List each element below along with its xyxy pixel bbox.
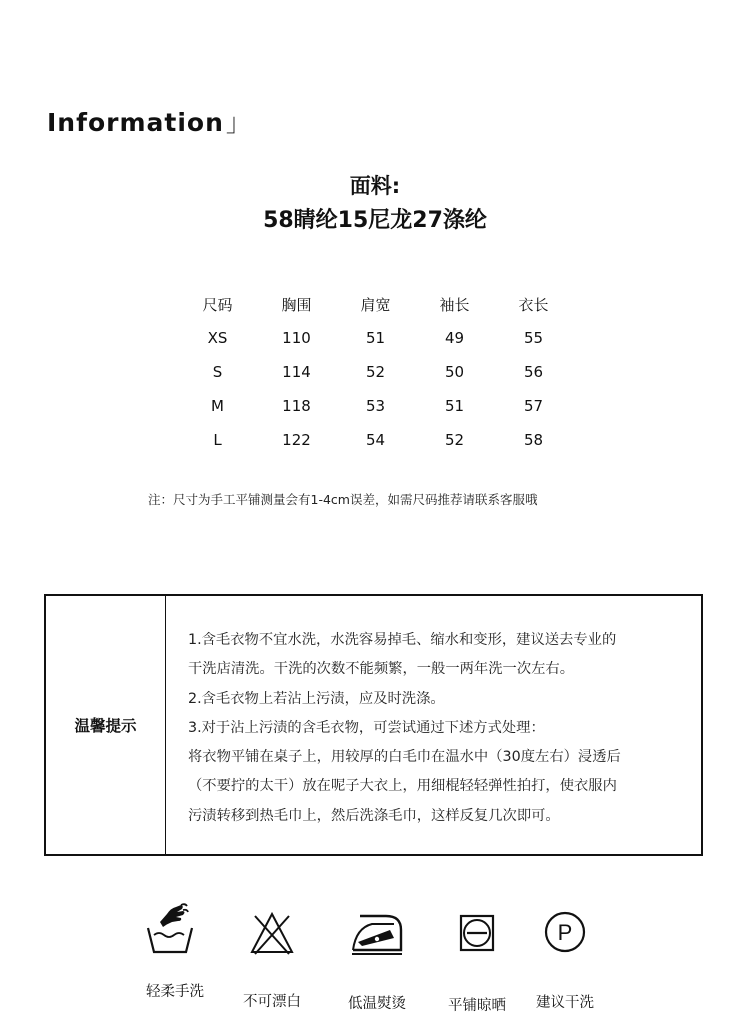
care-label: 低温熨烫 <box>348 996 406 1012</box>
header-length: 衣长 <box>518 295 549 314</box>
size-table-header-row <box>178 287 573 321</box>
dry-clean-symbol: P <box>557 920 573 945</box>
dry-clean-icon <box>544 911 586 953</box>
hand-wash-icon <box>145 900 195 956</box>
table-cell: XS <box>207 329 228 347</box>
title-bracket: 」 <box>225 108 252 137</box>
table-cell: 118 <box>282 397 311 415</box>
table-row <box>178 423 573 457</box>
size-table <box>178 287 573 457</box>
care-item-hand-wash <box>145 900 204 1000</box>
table-cell: 55 <box>523 329 544 347</box>
tips-line: 3.对于沾上污渍的含毛衣物，可尝试通过下述方式处理： <box>188 719 545 736</box>
tips-line: 污渍转移到热毛巾上，然后洗涤毛巾，这样反复几次即可。 <box>188 807 560 824</box>
measurement-note: 注：尺寸为手工平铺测量会有1-4cm误差，如需尺码推荐请联系客服哦 <box>148 492 538 507</box>
table-cell: 122 <box>282 431 311 449</box>
table-cell: 52 <box>444 431 465 449</box>
tips-line: 干洗店清洗。干洗的次数不能频繁，一般一两年洗一次左右。 <box>188 661 575 678</box>
care-item-flat-dry <box>448 914 506 1014</box>
tips-line: （不要拧的太干）放在呢子大衣上，用细棍轻轻弹性拍打，使衣服内 <box>188 778 617 795</box>
table-cell: 54 <box>365 431 386 449</box>
care-label: 不可漂白 <box>243 994 301 1010</box>
table-cell: 114 <box>282 363 311 381</box>
table-cell: M <box>211 397 224 415</box>
no-bleach-icon <box>249 910 295 956</box>
table-cell: 58 <box>523 431 544 449</box>
care-label: 平铺晾晒 <box>448 998 506 1014</box>
table-cell: 110 <box>282 329 311 347</box>
header-size: 尺码 <box>202 295 233 314</box>
page-title <box>47 103 252 139</box>
care-item-low-iron <box>348 912 406 1012</box>
table-cell: 56 <box>523 363 544 381</box>
tips-line: 1.含毛衣物不宜水洗，水洗容易掉毛、缩水和变形，建议送去专业的 <box>188 632 617 648</box>
table-cell: 51 <box>365 329 386 347</box>
tips-line: 将衣物平铺在桌子上，用较厚的白毛巾在温水中（30度左右）浸透后 <box>188 749 621 766</box>
title-text: Information <box>47 108 224 137</box>
table-row <box>178 355 573 389</box>
table-cell: 57 <box>523 397 544 415</box>
care-item-no-bleach <box>243 910 301 1010</box>
care-item-dry-clean <box>536 911 594 1011</box>
tips-body <box>166 596 701 854</box>
table-cell: 50 <box>444 363 465 381</box>
table-row <box>178 389 573 423</box>
care-tips-box <box>44 594 703 856</box>
fabric-composition: 58睛纶15尼龙27涤纶 <box>263 208 487 233</box>
header-sleeve: 袖长 <box>439 295 470 314</box>
table-cell: S <box>212 363 223 381</box>
flat-dry-icon <box>459 914 495 952</box>
fabric-label: 面料: <box>349 174 401 198</box>
tips-heading: 温馨提示 <box>46 596 166 854</box>
table-cell: 53 <box>365 397 386 415</box>
care-label: 轻柔手洗 <box>146 984 204 1000</box>
table-cell: 52 <box>365 363 386 381</box>
tips-line: 2.含毛衣物上若沾上污渍，应及时洗涤。 <box>188 690 445 707</box>
table-cell: 49 <box>444 329 465 347</box>
table-row <box>178 321 573 355</box>
table-cell: 51 <box>444 397 465 415</box>
care-label: 建议干洗 <box>536 995 594 1011</box>
header-shoulder: 肩宽 <box>360 295 391 314</box>
low-iron-icon <box>350 912 404 956</box>
table-cell: L <box>213 431 222 449</box>
header-chest: 胸围 <box>281 295 312 314</box>
